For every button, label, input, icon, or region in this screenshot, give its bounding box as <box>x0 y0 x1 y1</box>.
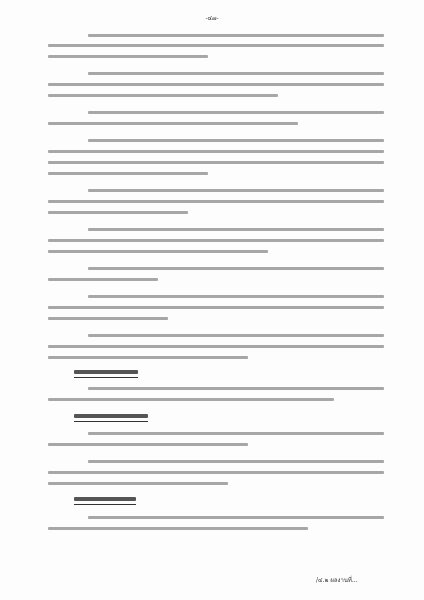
page-number: -๔๗- <box>205 15 219 22</box>
continuation-ref: /๔.๒ ผลงานที่... <box>316 577 358 584</box>
